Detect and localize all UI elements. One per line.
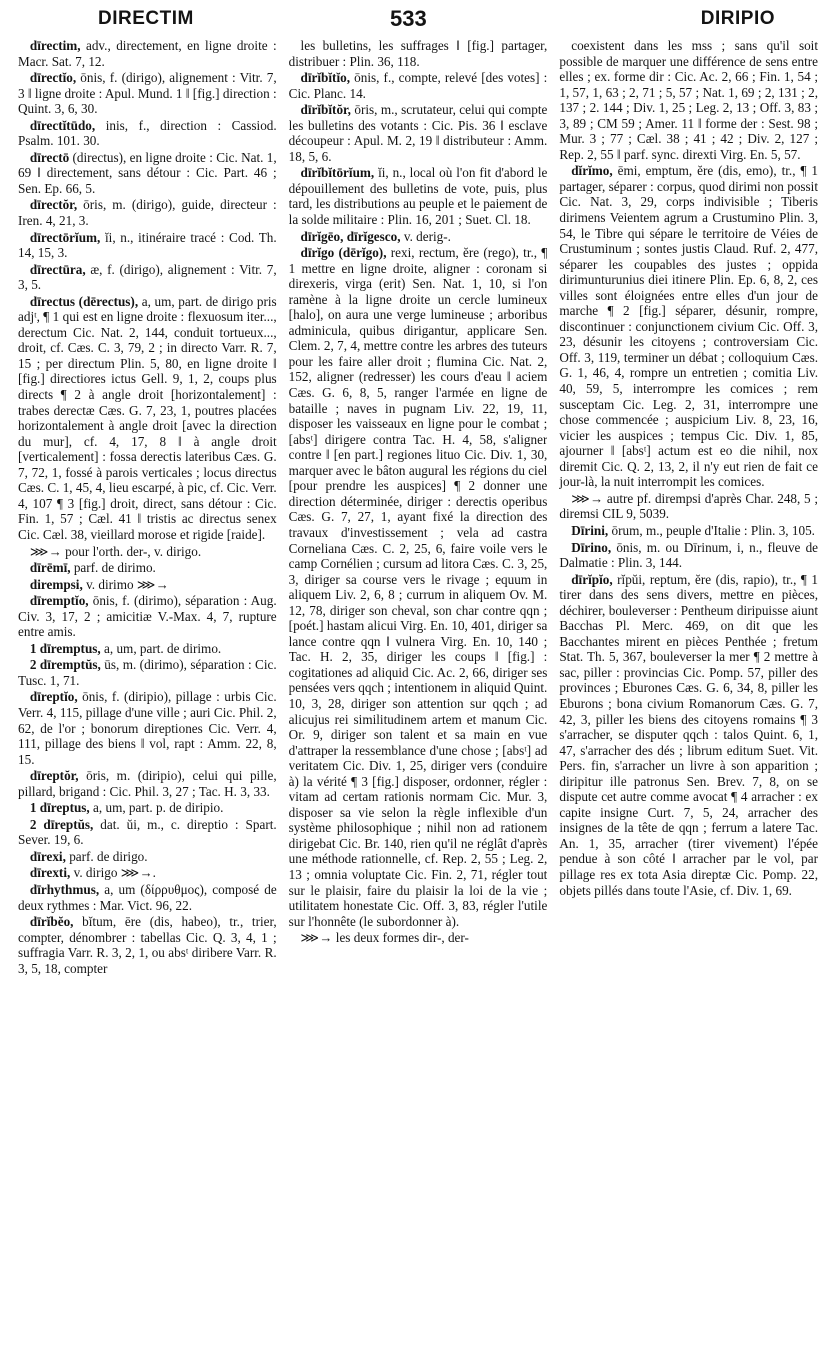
dictionary-entry (559, 540, 818, 571)
entry-headword: 1 dīreptus, (29, 800, 90, 816)
dictionary-entry (18, 657, 277, 688)
dictionary-entry (559, 38, 818, 162)
entry-headword: Dīrino, (571, 539, 612, 555)
entry-definition: ⋙→ les deux formes dir-, der- (300, 930, 469, 946)
dictionary-entry (18, 38, 277, 69)
dictionary-entry (289, 165, 548, 227)
entry-definition: ⋙→ autre pf. dirempsi d'après Char. 248, 5 ; diremsi CIL 9, 5039. (559, 490, 819, 522)
entry-headword: dīrĭgo (dērĭgo), (300, 245, 387, 261)
entry-headword: 2 dīremptŭs, (29, 657, 101, 673)
entry-headword: dīrectō (29, 149, 70, 165)
entry-definition: ⋙→ pour l'orth. der-, v. dirigo. (29, 543, 202, 559)
entry-headword: dīrectus (dērectus), (29, 293, 139, 309)
entry-headword: dīrĭpĭo, (571, 571, 613, 587)
entry-definition: (directus), en ligne droite : Cic. Nat. 1, 69 ‖ directement, sans détour : Cic. Part. 46 ; Sen. Ep. 66, 5. (18, 149, 277, 196)
entry-headword: dīrĭbĕo, (29, 914, 74, 930)
entry-definition: v. dirigo ⋙→. (73, 865, 156, 881)
entry-definition: a, um, part. de dirigo pris adjᵗ, ¶ 1 qui est en ligne droite : flexuosum iter..., derectum Cic. Nat. 2, 144, conduit tortueux..., droit, cf. Cæs. C. 3, 79, 2 ; in directo Varr. R. 7, 15 ; per directum Plin. 5, 80, en ligne droite ‖ [fig.] directiores ictus Gell. 9, 1, 2, coups plus directs ¶ 2 à angle droit [horizontalement] : trabes derectæ Cæs. G. 7, 23, 1, poutres placées horizontalement à angle droit [avec la direction du mur], cf. 4, 17, 8 ‖ à angle droit [verticalement] : fossa derectis lateribus Cæs. G. 7, 72, 1, fossé à parois verticales ; locus directus Cæs. C. 1, 45, 4, lieu escarpé, à pic, cf. Cic. Verr. 4, 107 ¶ 3 [fig.] droit, direct, sans détour : Cic. Fin. 1, 57 ; Cæl. 41 ‖ tristis ac directus senex Cic. Cæl. 38, vieillard morose et rigide [raide]. (18, 293, 277, 542)
dictionary-entry (18, 150, 277, 197)
entry-definition: ōnis, f. (dirimo), séparation : Aug. Civ. 3, 17, 2 ; amicitiæ V.-Max. 4, 7, rupture entre amis. (18, 593, 277, 640)
entry-headword: dīrectōrĭum, (29, 229, 101, 245)
entry-definition: adv., directement, en ligne droite : Macr. Sat. 7, 12. (18, 38, 277, 69)
dictionary-entry (289, 245, 548, 929)
dictionary-entry (18, 849, 277, 865)
entry-definition: ēmi, emptum, ĕre (dis, emo), tr., ¶ 1 partager, séparer : corpus, quod dirimi non possit Cic. Nat. 3, 29, corps indivisible ; Tiberis dirimens Veientem agrum a Crustumino Plin. 3, 54, le Tibre qui sépare le territoire de Véies de Crustuminum ; sontes justis Claud. Ruf. 2, 477, séparer les coupables des justes ; oppida dirimunturunius diei itinere Plin. Ep. 6, 8, 2, ces villes sont éloignées entre elles d'un jour de marche ¶ 2 [fig.] séparer, désunir, rompre, discontinuer : conjunctionem civium Cic. Off. 3, 23, désunir les citoyens ; controversiam Cic. Off. 3, 119, terminer un débat ; colloquium Cæs. G. 1, 46, 4, rompre un entretien ; comitia Liv. 40, 59, 5, interrompre les comices ; rem susceptam Cic. Leg. 2, 31, interrompre une chose commencée ; auspicium Liv. 8, 23, 16, vicier les auspices ; tempus Cic. Div. 1, 85, ajourner ‖ [absᵗ] actum est eo die nihil, nox diremit Cic. Q. 2, 13, 2, il n'y eut rien de fait ce jour-là, la nuit interrompit les comices. (559, 163, 819, 490)
entry-definition: æ, f. (dirigo), alignement : Vitr. 7, 3, 5. (18, 261, 277, 293)
entry-definition: ĭi, n., itinéraire tracé : Cod. Th. 14, 15, 3. (18, 229, 277, 261)
running-head (18, 6, 815, 40)
column-right (559, 38, 818, 1338)
dictionary-entry (18, 544, 277, 560)
first-headword: DIRECTIM (98, 8, 194, 29)
entry-headword: dīrectĭo, (29, 70, 77, 86)
entry-headword: dīrectĭtūdo, (29, 117, 96, 133)
dictionary-page (18, 38, 818, 1338)
entry-definition: ōris, m. (dirigo), guide, directeur : Iren. 4, 21, 3. (18, 197, 277, 229)
entry-headword: dīrĭbĭtŏr, (300, 102, 351, 118)
entry-headword: dīrĭgēo, dīrĭgesco, (300, 228, 401, 244)
entry-definition: ūs, m. (dirimo), séparation : Cic. Tusc. 1, 71. (18, 657, 277, 688)
entry-headword: dīrectim, (29, 38, 81, 53)
dictionary-entry (559, 572, 818, 898)
dictionary-entry (18, 593, 277, 640)
entry-definition: v. dirimo ⋙→ (86, 576, 169, 592)
entry-definition: a, um, part. p. de diripio. (93, 800, 224, 816)
entry-definition: ōnis, m. ou Dīrinum, i, n., fleuve de Dalmatie : Plin. 3, 144. (559, 539, 819, 571)
entry-headword: dīrexti, (29, 865, 71, 881)
entry-headword: dirempsi, (29, 576, 83, 592)
entry-headword: dīrectŏr, (29, 197, 78, 213)
entry-definition: inis, f., direction : Cassiod. Psalm. 101. 30. (18, 117, 277, 149)
dictionary-entry (18, 70, 277, 117)
entry-definition: a, um (δίρρυθμος), composé de deux rythmes : Mar. Vict. 96, 22. (18, 881, 277, 913)
entry-headword: dīrectūra, (29, 261, 86, 277)
dictionary-entry (18, 230, 277, 261)
entry-definition: ōris, m., scrutateur, celui qui compte les bulletins des votants : Cic. Pis. 36 ‖ esclave découpeur : Apul. M. 2, 19 ‖ distributeur : Amm. 18, 5, 6. (288, 102, 548, 164)
entry-headword: dīreptŏr, (29, 768, 79, 784)
entry-definition: ōnis, f., compte, relevé [des votes] : Cic. Planc. 14. (288, 70, 548, 101)
entry-headword: 2 dīreptŭs, (29, 816, 94, 832)
dictionary-entry (18, 865, 277, 881)
dictionary-entry (559, 163, 818, 489)
entry-definition: dat. ŭi, m., c. direptio : Spart. Sever. 19, 6. (18, 816, 277, 848)
dictionary-entry (18, 197, 277, 228)
column-left (18, 38, 277, 1338)
dictionary-entry (18, 689, 277, 767)
entry-definition: parf. de dirimo. (73, 560, 156, 576)
entry-headword: dīrĭbĭtĭo, (300, 70, 351, 86)
entry-definition: bĭtum, ēre (dis, habeo), tr., trier, compter, dénombrer : tabellas Cic. Q. 3, 4, 1 ; suffragia Varr. R. 3, 2, 1, ou absᵗ diribere Varr. R. 3, 5, 18, compter (18, 914, 277, 976)
entry-headword: 1 dīremptus, (29, 640, 101, 656)
dictionary-entry (18, 294, 277, 543)
entry-definition: ōrum, m., peuple d'Italie : Plin. 3, 105. (611, 522, 815, 538)
entry-headword: Dīrini, (571, 522, 609, 538)
entry-headword: dīrēmī, (29, 560, 71, 576)
dictionary-entry (18, 641, 277, 657)
dictionary-entry (289, 102, 548, 164)
dictionary-entry (18, 800, 277, 816)
dictionary-entry (18, 914, 277, 976)
entry-definition: a, um, part. de dirimo. (104, 640, 222, 656)
entry-headword: dīreptĭo, (29, 689, 78, 705)
entry-definition: ōris, m. (diripio), celui qui pille, pillard, brigand : Cic. Phil. 3, 27 ; Tac. H. 3, 33. (18, 768, 277, 799)
dictionary-entry (18, 768, 277, 799)
entry-definition: v. derig-. (403, 228, 451, 244)
column-middle (289, 38, 548, 1338)
dictionary-entry (559, 523, 818, 539)
entry-definition: ĭi, n., local où l'on fit d'abord le dépouillement des bulletins de vote, puis, plus tard, les distributions au peuple et le paiement de la solde militaire : Plin. 16, 201 ; Suet. Cl. 18. (288, 165, 548, 228)
entry-headword: dīrhythmus, (29, 881, 100, 897)
entry-headword: dīremptĭo, (29, 593, 89, 609)
dictionary-entry (18, 560, 277, 576)
dictionary-entry (18, 118, 277, 149)
dictionary-entry (289, 38, 548, 69)
dictionary-entry (18, 882, 277, 913)
dictionary-entry (289, 930, 548, 946)
entry-definition: parf. de dirigo. (69, 848, 148, 864)
dictionary-entry (18, 577, 277, 593)
dictionary-entry (18, 817, 277, 848)
entry-headword: dīrexi, (29, 848, 66, 864)
entry-definition: ōnis, f. (dirigo), alignement : Vitr. 7, 3 ‖ ligne droite : Apul. Mund. 1 ‖ [fig.] direction : Quint. 3, 6, 30. (18, 70, 277, 117)
dictionary-entry (559, 491, 818, 522)
page-number: 533 (390, 6, 427, 31)
entry-definition: rexi, rectum, ĕre (rego), tr., ¶ 1 mettre en ligne droite, aligner : coronam si direxeris, virga (erit) Sen. Nat. 1, 10, si l'on ramène à la ligne droite un cercle lumineux [halo], on aura une verge lumineuse ; arboribus adminicula, quibus dirigantur, applicare Sen. Clem. 2, 7, 4, mettre contre les arbres des tuteurs pour les faire aller droit ; flumina Cic. Nat. 2, 152, aligner (redresser) les cours d'eau ‖ aciem Cæs. G. 6, 8, 5, ranger l'armée en ligne de bataille ; naves in pugnam Liv. 22, 19, 11, disposer les vaisseaux en ligne pour le combat ; [absᵗ] dirigere contra Tac. H. 4, 58, s'aligner contre ‖ [en part.] regiones lituo Cic. Div. 1, 30, marquer avec le bâton augural les régions du ciel [pour prendre les auspices] ¶ 2 donner une direction déterminée, diriger : derectis operibus Cæs. G. 7, 27, 1, ayant fixé la direction des travaux d'investissement ; vela ad castra Corneliana Cæs. C. 2, 25, 6, faire voile vers le camp Cornélien ; cursum ad litora Cæs. C. 3, 25, 3, diriger sa course vers le rivage ; equum in aliquem Liv. 2, 6, 8 ; currum in aliquem Ov. M. 12, 78, diriger son cheval, son char contre qqn ; [poét.] hastam alicui Virg. En. 10, 401, diriger sa lance contre qqn ‖ vulnera Virg. En. 10, 140 ; Tac. H. 2, 35, diriger les coups ‖ [fig.] : cogitationes ad aliquid Cic. Ac. 2, 66, diriger ses pensées vers qqch ; intentionem in aliquid Quint. 10, 3, 28, diriger son attention sur qqch ; ad alicujus rei similitudinem artem et manum Cic. Or. 9, diriger son talent et sa main en vue d'attraper la ressemblance d'une chose ; [absᵗ] ad veritatem Cic. Div. 1, 25, diriger vers (conduire à) la vérité ¶ 3 [fig.] disposer, ordonner, régler : vitam ad certam rationis normam Cic. Mur. 3, disposer sa vie selon la règle inflexible d'un système philosophique ; nihil non ad rationem dirigebat Cic. Br. 140, rien qu'il ne réglât d'après une méthode rationnelle, cf. Rep. 2, 55 ; Leg. 2, 13 ; omnia voluptate Cic. Fin. 2, 71, régler tout sur le plaisir, faire du plaisir la loi de la vie ; utilitatem honestate Cic. Off. 3, 83, régler l'utile sur l'honnête (le subordonner à). (288, 245, 548, 929)
dictionary-entry (289, 229, 548, 245)
last-headword: DIRIPIO (700, 8, 775, 29)
dictionary-entry (18, 262, 277, 293)
entry-definition: coexistent dans les mss ; sans qu'il soit possible de marquer une différence de sens entre elles ; ex. forme dir : Cic. Ac. 2, 66 ; Fin. 1, 54 ; 1, 57, 1, 63 ; 2, 71 ; 5, 57 ; Nat. 1, 69 ; 2, 131 ; 2, 137 ; 2. 144 ; Div. 1, 25 ; Leg. 2, 13 ; Off. 3, 83 ; 3, 89 ; CM 59 ; Amer. 11 ‖ forme der : Sest. 98 ; Mur. 3 ; 77 ; Cæl. 38 ; 41 ; 42 ; Div. 2, 127 ; Rep. 2, 55 ‖ parf. sync. direxti Virg. En. 5, 57. (559, 38, 819, 162)
dictionary-entry (289, 70, 548, 101)
entry-headword: dīrĭbĭtōrĭum, (300, 165, 375, 181)
entry-headword: dĭrĭmo, (571, 163, 613, 179)
entry-definition: les bulletins, les suffrages ‖ [fig.] partager, distribuer : Plin. 36, 118. (288, 38, 548, 69)
entry-definition: rĭpŭi, reptum, ĕre (dis, rapio), tr., ¶ 1 tirer dans des sens divers, mettre en pièces, déchirer, bouleverser : Pentheum diripuisse aiunt Bacchas Pl. Merc. 469, on dit que les Bacchantes mirent en pièces Penthée ; fretum Stat. Th. 5, 367, bouleverser la mer ¶ 2 mettre à sac, piller : provincias Cic. Pomp. 57, piller des provinces ; Eburones Cæs. G. 6, 34, 8, piller les Eburons ; bona civium Romanorum Cæs. G. 7, 42, 3, piller les biens des citoyens romains ¶ 3 s'arracher, se disputer qqch : talos Quint. 6, 1, 47, s'arracher des dés ; librum editum Suet. Vit. Pers. fin, s'arracher un livre à son apparition ; diripitur ille patronus Sen. Brev. 7, 8, on se dispute cet autre comme avocat ¶ 4 arracher : ex capite insigne Curt. 7, 5, 24, arracher des insignes de la tête de qqn ; ferrum a latere Tac. An. 1, 35, arracher (tirer vivement) l'épée pendue à son côté ‖ arracher par le vol, par pillage res ex tota Asia direptæ Cic. Pomp. 22, objets pillés dans toute l'Asie, cf. Div. 1, 69. (559, 571, 819, 898)
entry-definition: ōnis, f. (diripio), pillage : urbis Cic. Verr. 4, 115, pillage d'une ville ; auri Cic. Phil. 2, 62, de l'or ; bonorum direptiones Cic. Verr. 4, 111, pillage des biens ‖ vol, rapt : Amm. 22, 8, 15. (18, 689, 277, 767)
